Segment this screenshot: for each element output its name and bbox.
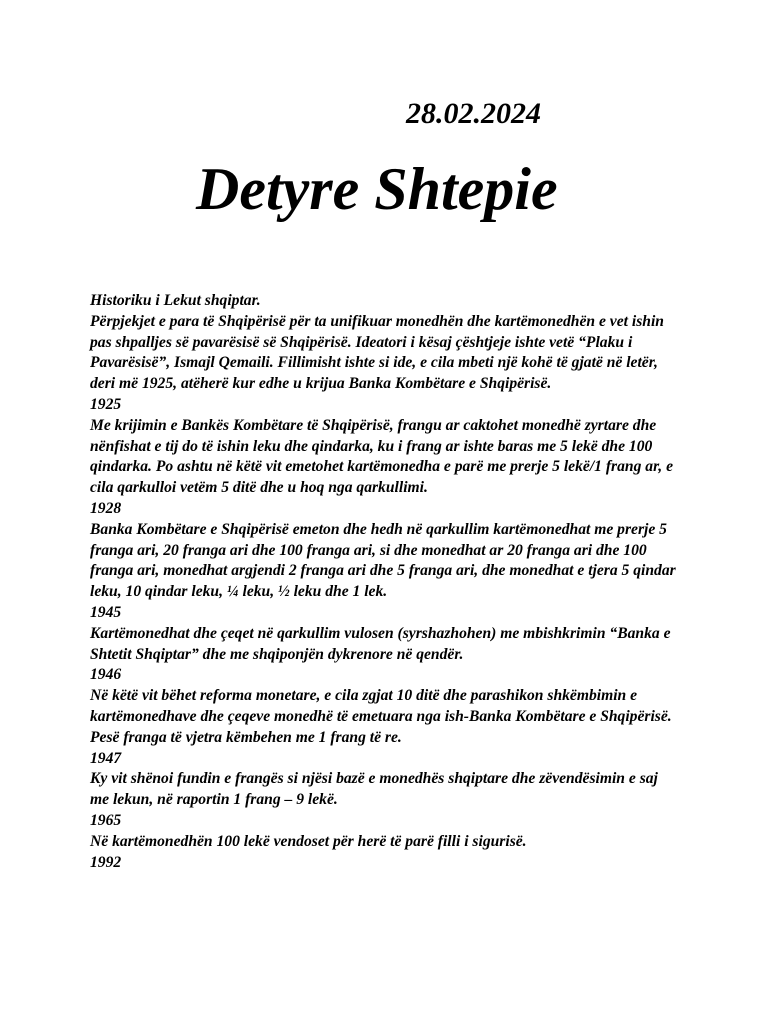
- year-heading: 1965: [90, 811, 122, 829]
- document-body: [90, 291, 680, 873]
- year-heading: 1945: [90, 603, 122, 621]
- body-paragraph: Kartëmonedhat dhe çeqet në qarkullim vulosen (syrshazhohen) me mbishkrimin “Banka e Shtetit Shqiptar” dhe me shqiponjën dykrenore në qendër.: [90, 624, 671, 663]
- year-heading: 1946: [90, 666, 122, 684]
- body-paragraph: Në këtë vit bëhet reforma monetare, e cila zgjat 10 ditë dhe parashikon shkëmbimin e kartëmonedhave dhe çeqeve monedhë të emetuara nga ish-Banka Kombëtare e Shqipërisë. Pesë franga të vjetra këmbehen me 1 frang të re.: [90, 687, 672, 746]
- body-heading: Historiku i Lekut shqiptar.: [90, 292, 261, 309]
- document-date: 28.02.2024: [406, 97, 541, 130]
- body-paragraph: Me krijimin e Bankës Kombëtare të Shqipërisë, frangu ar caktohet monedhë zyrtare dhe nënfishat e tij do të ishin leku dhe qindarka, ku i frang ar ishte baras me 5 lekë dhe 100 qindarka. Po ashtu në këtë vit emetohet kartëmonedha e parë me prerje 5 lekë/1 frang ar, e cila qarkulloi vetëm 5 ditë dhe u hoq nga qarkullimi.: [90, 416, 673, 497]
- year-heading: 1947: [90, 749, 122, 767]
- year-heading: 1928: [90, 499, 122, 517]
- document-title: Detyre Shtepie: [196, 156, 558, 222]
- body-paragraph: Në kartëmonedhën 100 lekë vendoset për herë të parë filli i sigurisë.: [90, 832, 527, 850]
- body-paragraph: Përpjekjet e para të Shqipërisë për ta unifikuar monedhën dhe kartëmonedhën e vet ishin pas shpalljes së pavarësisë së Shqipërisë. Ideatori i kësaj çështjeje ishte vetë “Plaku i Pavarësisë”, Ismajl Qemaili. Fillimisht ishte si ide, e cila mbeti një kohë të gjatë në letër, deri më 1925, atëherë kur edhe u krijua Banka Kombëtare e Shqipërisë.: [90, 312, 664, 393]
- body-paragraph: Ky vit shënoi fundin e frangës si njësi bazë e monedhës shqiptare dhe zëvendësimin e saj me lekun, në raportin 1 frang – 9 lekë.: [90, 770, 658, 809]
- body-paragraph: Banka Kombëtare e Shqipërisë emeton dhe hedh në qarkullim kartëmonedhat me prerje 5 franga ari, 20 franga ari dhe 100 franga ari, si dhe monedhat ar 20 franga ari dhe 100 franga ari, monedhat argjendi 2 franga ari dhe 5 franga ari, dhe monedhat e tjera 5 qindar leku, 10 qindar leku, ¼ leku, ½ leku dhe 1 lek.: [90, 520, 676, 601]
- year-heading: 1925: [90, 395, 122, 413]
- year-heading: 1992: [90, 853, 122, 871]
